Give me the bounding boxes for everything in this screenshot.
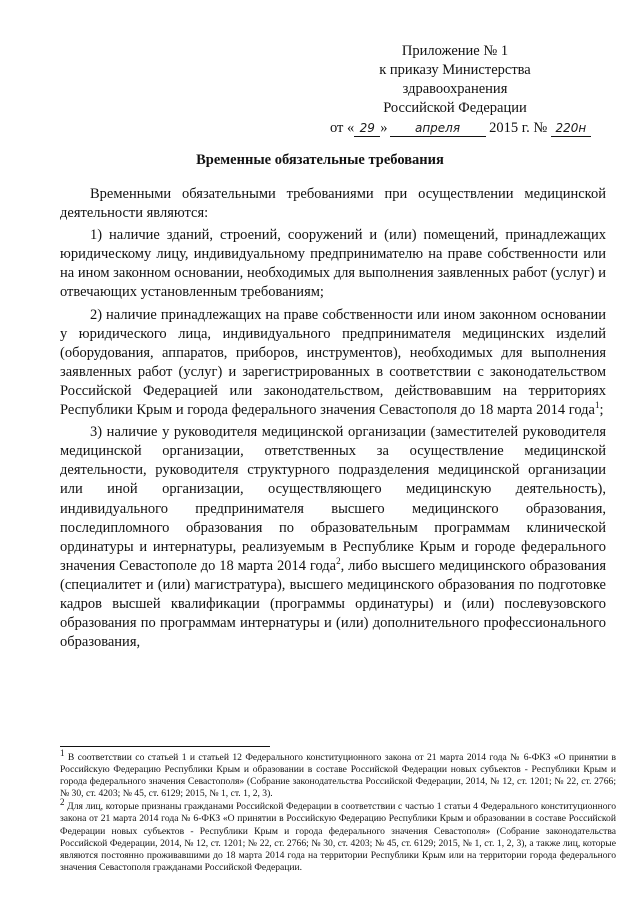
document-title: Временные обязательные требования	[196, 152, 444, 168]
footnote-2-text: Для лиц, которые признаны гражданами Российской Федерации в соответствии с частью 1 статьи 4 Федерального конституционного закона от 21 марта 2014 года № 6-ФКЗ «О принятии в Российскую Федерацию Республики Крым и образовании в составе Российской Федерации новых субъектов - Республики Крым и города федерального значения Севастополя» (Собрание законодательства Российской Федерации, 2014, № 12, ст. 1201; № 22, ст. 2766; № 30, ст. 4203; № 45, ст. 6129; 2015, № 1, ст. 1, 2, 3), а также лиц, которые являются постоянно проживавшими до 18 марта 2014 года на территории Республики Крым или на территории города федерального значения Севастополя гражданами Российской Федерации.	[60, 801, 616, 873]
order-year: 2015 г. №	[489, 120, 548, 136]
footnote-mark-1: 1	[60, 747, 65, 758]
footnotes	[60, 747, 616, 875]
requirement-2-text: 2) наличие принадлежащих на праве собственности или ином законном основании у юридического лица, индивидуального предпринимателя медицинских изделий (оборудования, аппаратов, приборов, инструментов), необходимых для выполнения заявленных работ (услуг) и зарегистрированных в соответствии с законодательством Российской Федерацией или законодательством, действовавшим на территориях Республики Крым и города федерального значения Севастополя до 18 марта 2014 года	[60, 306, 606, 419]
annex-country: Российской Федерации	[383, 100, 527, 116]
order-mid: »	[380, 120, 388, 136]
annex-header	[330, 42, 620, 138]
requirement-2	[60, 306, 606, 421]
intro-paragraph: Временными обязательными требованиями при осуществлении медицинской деятельности являются:	[60, 186, 606, 222]
requirement-1: 1) наличие зданий, строений, сооружений и (или) помещений, принадлежащих юридическому лицу, индивидуальному предпринимателю на праве собственности или на ином законном основании, необходимых для выполнения заявленных работ (услуг) и отвечающих установленным требованиям;	[60, 227, 606, 301]
document-body	[60, 185, 606, 655]
footnote-ref-2: 2	[336, 555, 341, 566]
footnote-mark-2: 2	[60, 797, 65, 808]
requirement-2-end: ;	[599, 402, 604, 419]
footnote-separator	[60, 746, 270, 747]
order-prefix: от «	[330, 120, 355, 136]
requirement-3-text-cont: , либо высшего медицинского образования (специалитет и (или) магистратура), высшего медицинского образования по подготовке кадров высшей квалификации (программы ординатуры) и (или) послевузовского образования по программам интернатуры и (или) дополнительного профессионального образования,	[60, 557, 606, 651]
footnote-ref-1: 1	[594, 400, 600, 411]
order-day: 29	[354, 120, 380, 137]
order-number: 220н	[551, 120, 591, 137]
annex-ministry: здравоохранения	[402, 81, 508, 97]
footnote-1-text: В соответствии со статьей 1 и статьей 12 Федерального конституционного закона от 21 марта 2014 года № 6-ФКЗ «О принятии в Российскую Федерацию Республики Крым и образовании в составе Российской Федерации новых субъектов - Республики Крым и города федерального значения Севастополя» (Собрание законодательства Российской Федерации, 2014, № 12, ст. 1201; № 22, ст. 2766; № 30, ст. 4203; № 45, ст. 6129; 2015, № 1, ст. 1, 2, 3).	[60, 752, 616, 800]
order-date-line	[330, 119, 620, 138]
requirement-3-text: 3) наличие у руководителя медицинской организации (заместителей руководителя медицинской организации, ответственных за осуществление медицинской деятельности, руководителя структурного подразделения медицинской организации или иной организации, осуществляющего медицинскую деятельность), индивидуального предпринимателя высшего медицинского образования, последипломного образования по образовательным программам клинической ординатуры и интернатуры, реализуемым в Республике Крым и городе федерального значения Севастополе до 18 марта 2014 года	[60, 424, 606, 574]
footnote-2	[60, 797, 616, 874]
order-month: апреля	[390, 120, 486, 137]
requirement-3	[60, 423, 606, 652]
annex-title: Приложение № 1	[401, 43, 509, 59]
annex-order-ref: к приказу Министерства	[379, 62, 531, 78]
footnote-1	[60, 747, 616, 800]
